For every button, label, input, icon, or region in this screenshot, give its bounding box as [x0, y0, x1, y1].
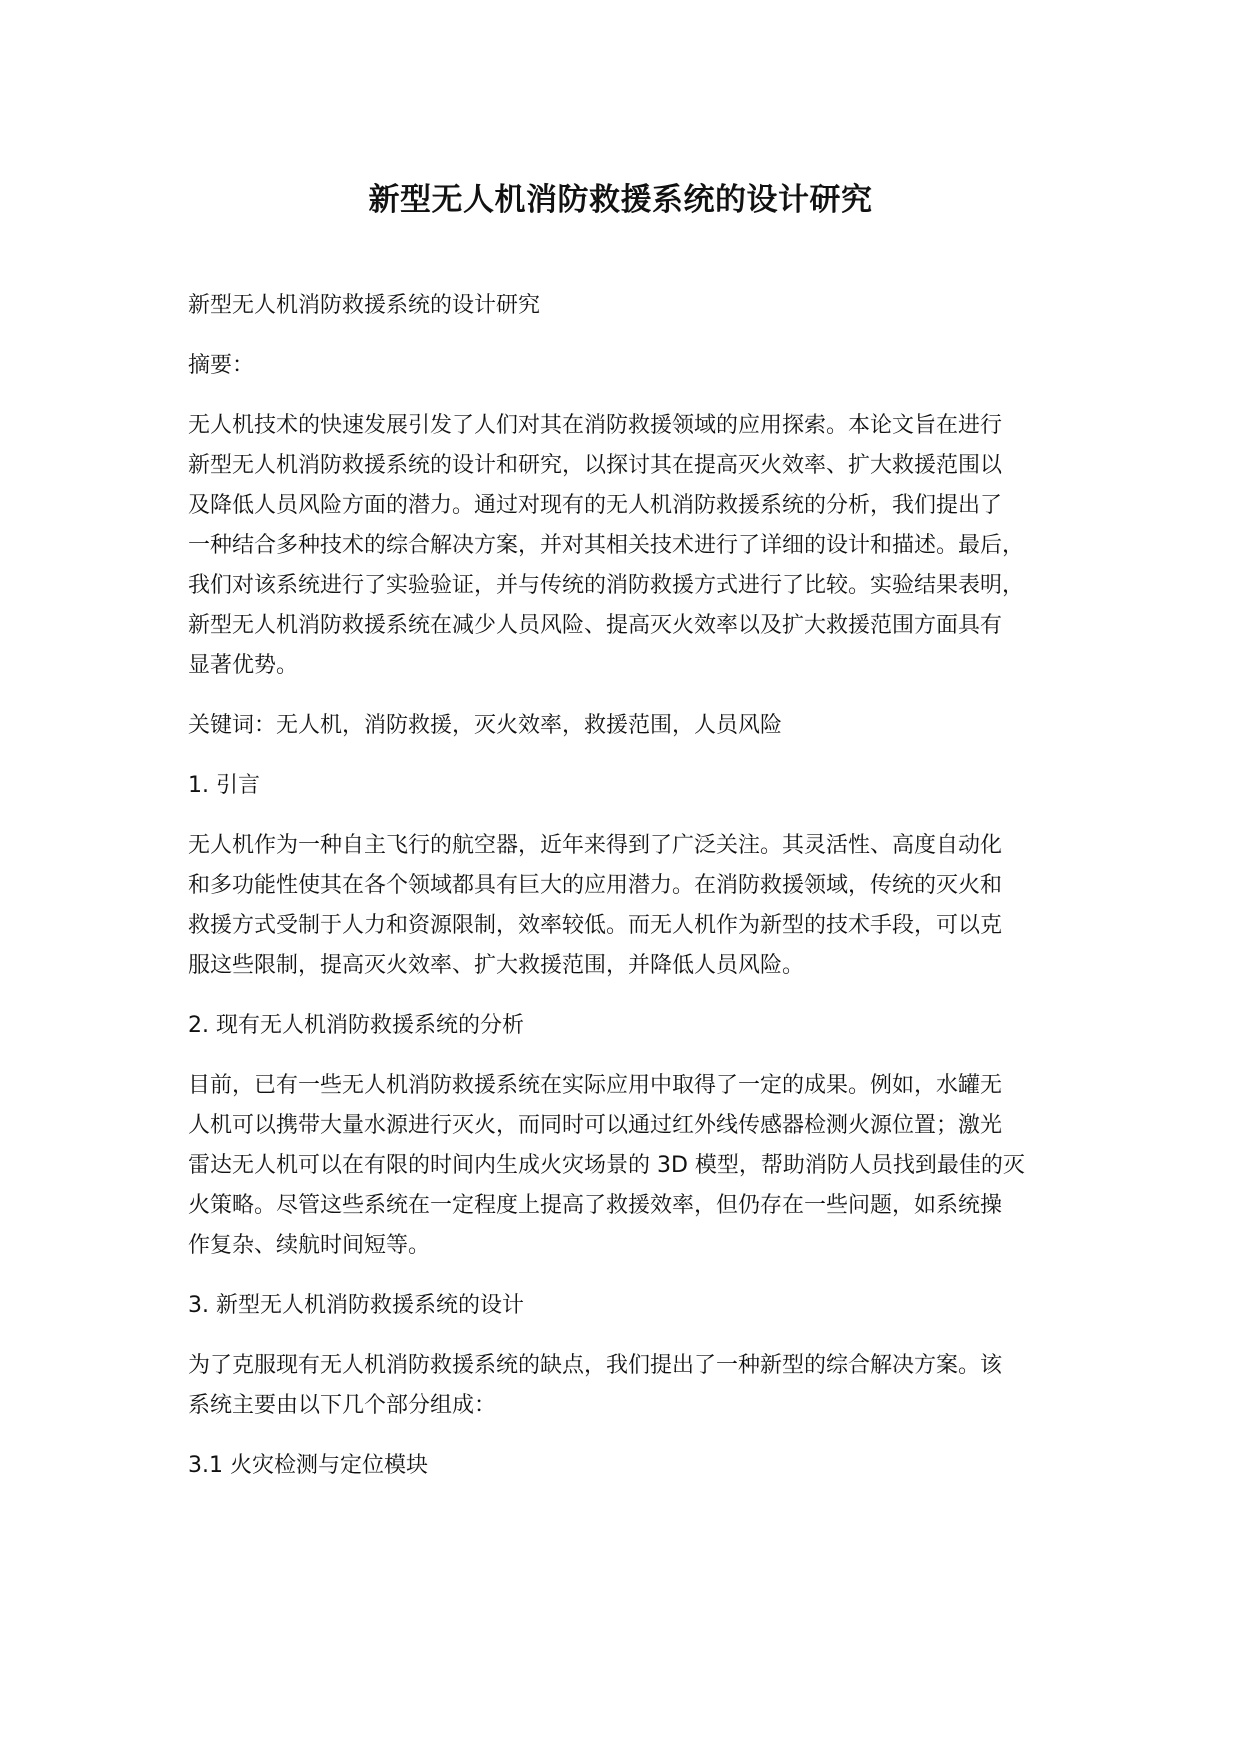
- document-title: 新型无人机消防救援系统的设计研究: [368, 182, 873, 218]
- abstract-line: 显著优势。: [188, 653, 299, 678]
- introduction-line: 无人机作为一种自主飞行的航空器，近年来得到了广泛关注。其灵活性、高度自动化: [188, 833, 1003, 858]
- subtitle: 新型无人机消防救援系统的设计研究: [188, 293, 541, 318]
- analysis-line: 火策略。尽管这些系统在一定程度上提高了救援效率，但仍存在一些问题，如系统操: [188, 1193, 1003, 1218]
- abstract-line: 及降低人员风险方面的潜力。通过对现有的无人机消防救援系统的分析，我们提出了: [188, 493, 1003, 518]
- design-line: 系统主要由以下几个部分组成：: [188, 1393, 497, 1418]
- design-paragraph: [188, 1346, 1070, 1426]
- analysis-paragraph: [188, 1066, 1070, 1266]
- section-heading-design: 3. 新型无人机消防救援系统的设计: [188, 1293, 524, 1318]
- section-heading-analysis: 2. 现有无人机消防救援系统的分析: [188, 1013, 524, 1038]
- design-line: 为了克服现有无人机消防救援系统的缺点，我们提出了一种新型的综合解决方案。该: [188, 1353, 1003, 1378]
- introduction-line: 服这些限制，提高灭火效率、扩大救援范围，并降低人员风险。: [188, 953, 805, 978]
- keywords: 关键词：无人机，消防救援，灭火效率，救援范围，人员风险: [188, 713, 783, 738]
- analysis-line: 目前，已有一些无人机消防救援系统在实际应用中取得了一定的成果。例如，水罐无: [188, 1073, 1003, 1098]
- analysis-line: 人机可以携带大量水源进行灭火，而同时可以通过红外线传感器检测火源位置；激光: [188, 1113, 1003, 1138]
- abstract-line: 新型无人机消防救援系统的设计和研究，以探讨其在提高灭火效率、扩大救援范围以: [188, 453, 1003, 478]
- introduction-line: 和多功能性使其在各个领域都具有巨大的应用潜力。在消防救援领域，传统的灭火和: [188, 873, 1003, 898]
- abstract-line: 我们对该系统进行了实验验证，并与传统的消防救援方式进行了比较。实验结果表明，: [188, 573, 1025, 598]
- subsection-heading-fire-detection: 3.1 火灾检测与定位模块: [188, 1453, 428, 1478]
- abstract-paragraph: [188, 406, 1070, 686]
- analysis-line: 雷达无人机可以在有限的时间内生成火灾场景的 3D 模型，帮助消防人员找到最佳的灭: [188, 1153, 1025, 1178]
- analysis-line: 作复杂、续航时间短等。: [188, 1233, 431, 1258]
- abstract-line: 新型无人机消防救援系统在减少人员风险、提高灭火效率以及扩大救援范围方面具有: [188, 613, 1003, 638]
- document-body: [188, 286, 1070, 1506]
- abstract-line: 一种结合多种技术的综合解决方案，并对其相关技术进行了详细的设计和描述。最后，: [188, 533, 1025, 558]
- introduction-paragraph: [188, 826, 1070, 986]
- section-heading-introduction: 1. 引言: [188, 773, 260, 798]
- abstract-line: 无人机技术的快速发展引发了人们对其在消防救援领域的应用探索。本论文旨在进行: [188, 413, 1003, 438]
- abstract-label: 摘要：: [188, 353, 255, 378]
- introduction-line: 救援方式受制于人力和资源限制，效率较低。而无人机作为新型的技术手段，可以克: [188, 913, 1003, 938]
